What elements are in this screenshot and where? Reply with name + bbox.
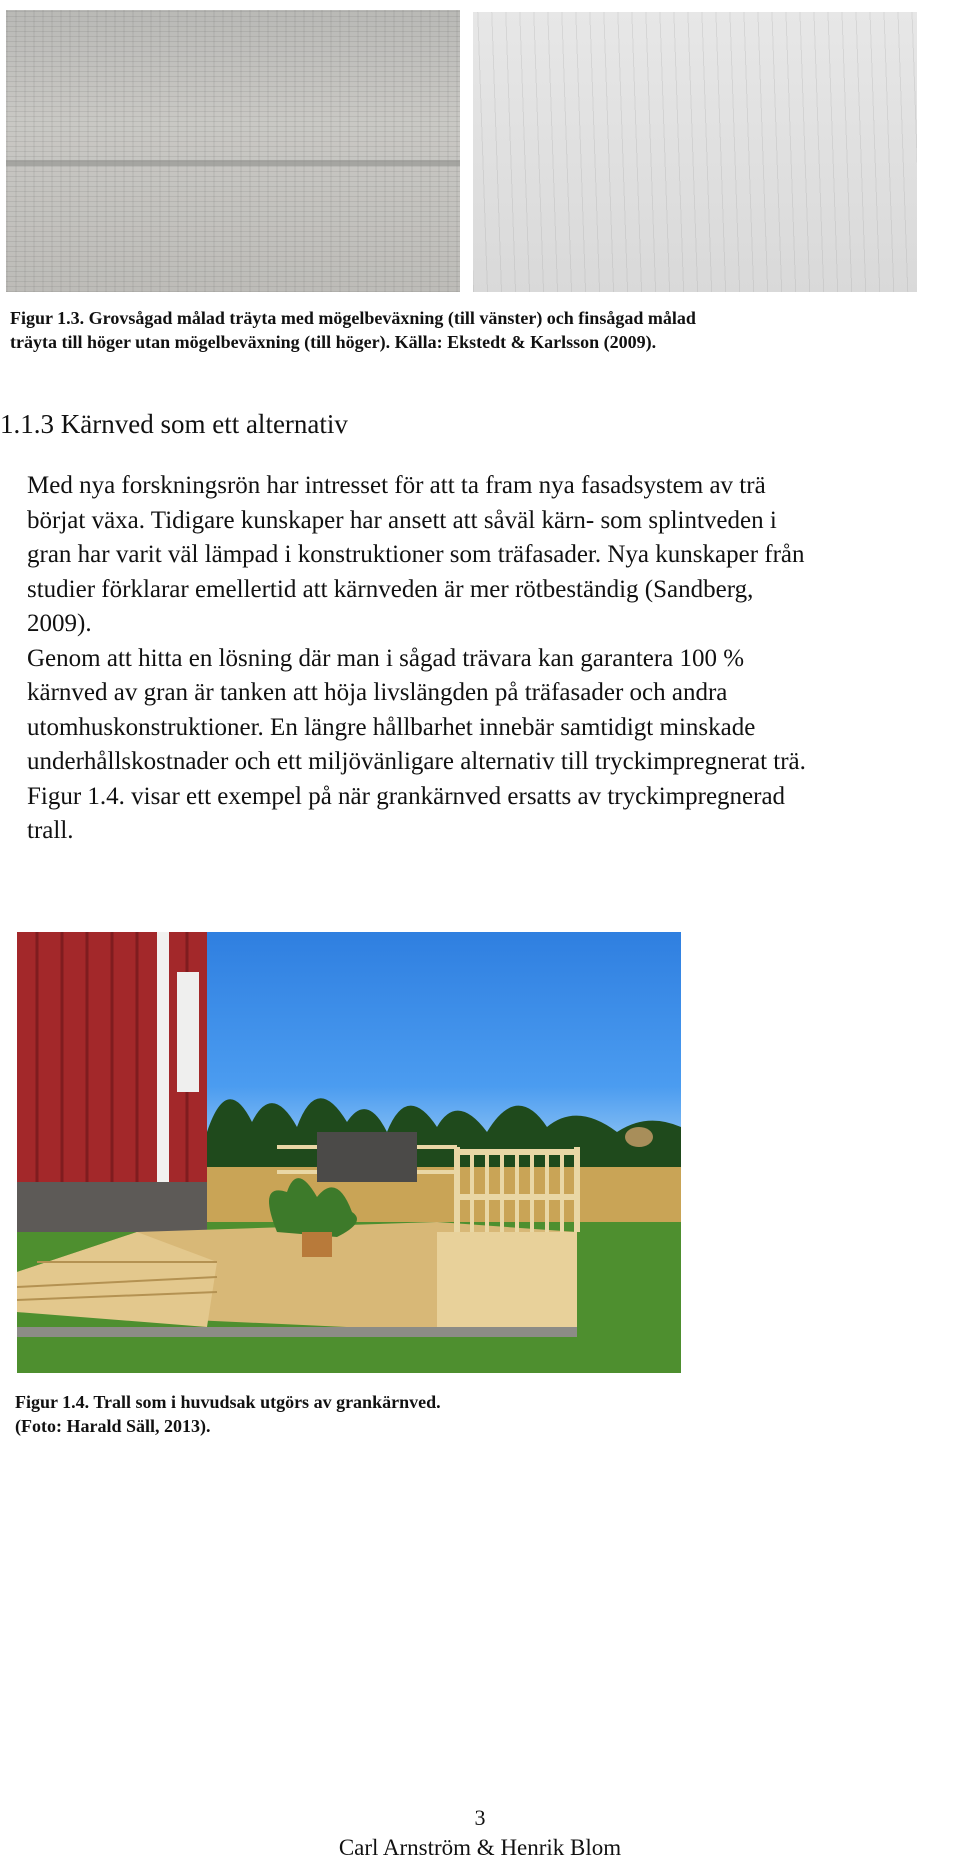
figure-1-3-caption-line: Figur 1.3. Grovsågad målad träyta med mögelbeväxning (till vänster) och finsågad målad [10,308,696,328]
text-line: kärnved av gran är tanken att höja livslängden på träfasader och andra [27,679,728,706]
text-line: Figur 1.4. visar ett exempel på när grankärnved ersatts av tryckimpregnerad [27,782,786,810]
figure-1-4-caption-line: Figur 1.4. Trall som i huvudsak utgörs av grankärnved. [15,1392,441,1412]
page-number: 3 [474,1805,486,1830]
text-line: Genom att hitta en lösning där man i sågad trävara kan garantera 100 % [27,644,745,672]
text-line: Med nya forskningsrön har intresset för att ta fram nya fasadsystem av trä [27,472,766,499]
figure-1-4-caption-line: (Foto: Harald Säll, 2013). [15,1416,211,1436]
text-line: trall. [27,817,74,844]
section-heading: 1.1.3 Kärnved som ett alternativ [0,409,348,439]
paragraph-1 [27,469,957,642]
footer-authors: Carl Arnström & Henrik Blom [338,1835,622,1860]
text-line: studier förklarar emellertid att kärnveden är mer rötbeständig (Sandberg, [27,575,754,603]
text-line: utomhuskonstruktioner. En längre hållbarhet innebär samtidigt minskade [27,713,756,741]
figure-1-3-caption [10,306,930,354]
figure-1-3-caption-line: träyta till höger utan mögelbeväxning (till höger). Källa: Ekstedt & Karlsson (2009). [10,332,657,352]
text-line: gran har varit väl lämpad i konstruktioner som träfasader. Nya kunskaper från [27,541,805,568]
body-text [27,469,957,849]
text-line: börjat växa. Tidigare kunskaper har ansett att såväl kärn- som splintveden i [27,506,777,534]
figure-1-4-caption [15,1390,715,1438]
figure-1-3-left-image [6,10,460,292]
paragraph-2 [27,642,957,849]
figure-1-3-right-image [473,12,917,292]
text-line: 2009). [27,610,92,637]
figure-1-4-photo [17,932,681,1373]
text-line: underhållskostnader och ett miljövänligare alternativ till tryckimpregnerat trä. [27,748,806,775]
